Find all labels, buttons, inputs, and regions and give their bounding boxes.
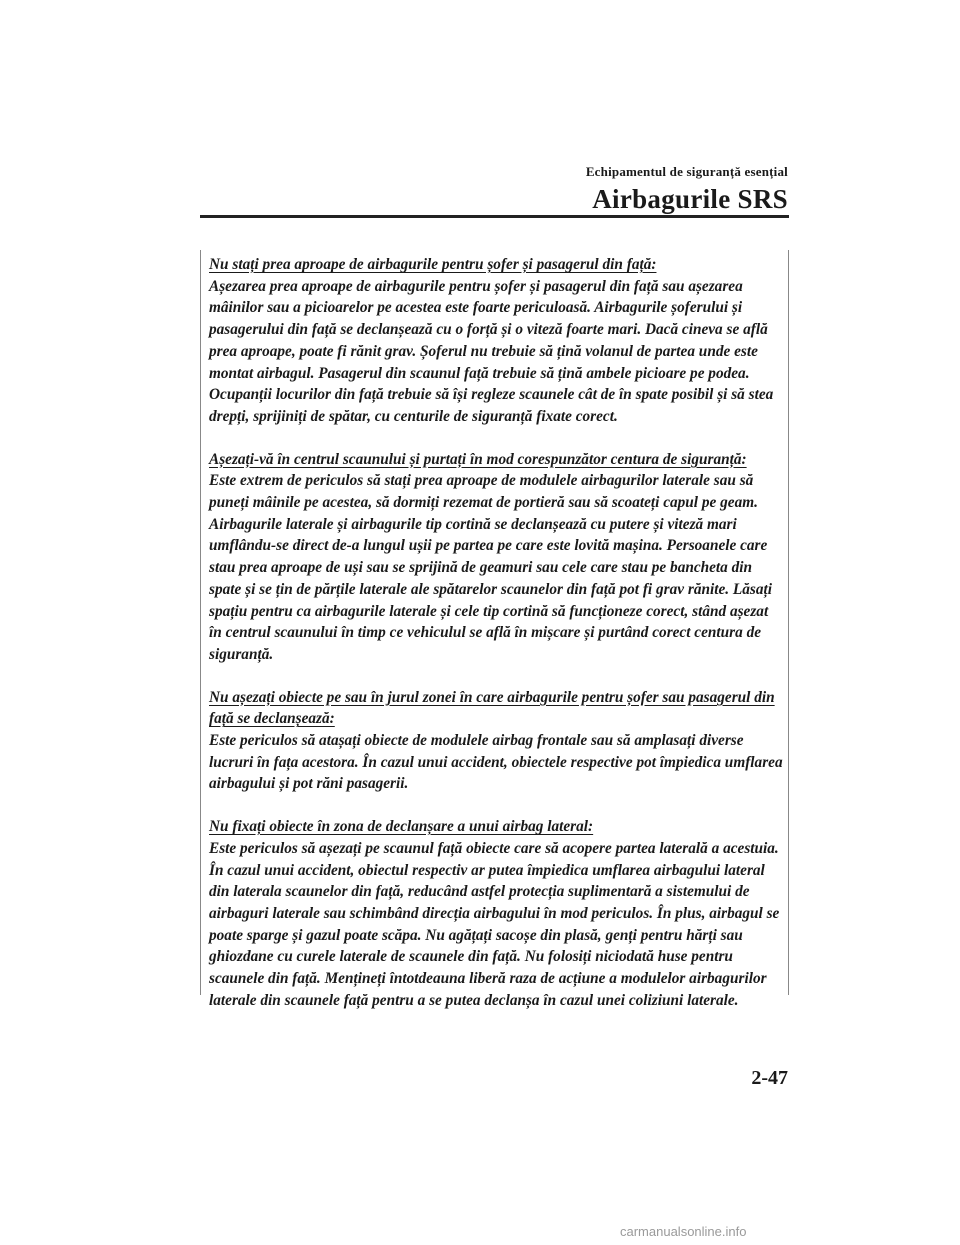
warning-section (209, 449, 783, 666)
header-rule (200, 215, 789, 218)
warning-heading: Așezați-vă în centrul scaunului și purtați în mod corespunzător centura de siguranță: (209, 450, 747, 468)
warning-body: Așezarea prea aproape de airbagurile pentru șofer și pasagerul din față sau așezarea mâinilor sau a picioarelor pe acestea este foarte periculoasă. Airbagurile șoferului și pasagerului din față se declanșează cu o forță și o viteză foarte mari. Dacă cineva se află prea aproape, poate fi rănit grav. Șoferul nu trebuie să țină volanul de partea unde este montat airbagul. Pasagerul din scaunul față trebuie să țină ambele picioare pe podea. Ocupanții locurilor din față trebuie să își regleze scaunele cât de în spate posibil și să stea drepți, sprijiniți de spătar, cu centurile de siguranță fixate corect. (209, 277, 774, 425)
warning-heading: Nu așezați obiecte pe sau în jurul zonei în care airbagurile pentru șofer sau pasagerul din față se declanșează: (209, 688, 775, 728)
right-margin-line (788, 250, 789, 995)
warning-content (209, 254, 783, 1033)
section-title: Airbagurile SRS (592, 184, 788, 214)
watermark-text: carmanualsonline.info (620, 1224, 747, 1239)
warning-section (209, 816, 783, 1011)
left-margin-line (200, 250, 201, 995)
warning-heading: Nu fixați obiecte în zona de declanșare a unui airbag lateral: (209, 818, 594, 836)
warning-body: Este extrem de periculos să stați prea aproape de modulele airbagurilor laterale sau să puneți mâinile pe acestea, să dormiți rezemat de portieră sau să scoateți capul pe geam. Airbagurile laterale și airbagurile tip cortină se declanșează cu putere și viteză mari umflându-se direct de-a lungul ușii pe partea pe care este lovită mașina. Persoanele care stau prea aproape de uși sau se sprijină de geamuri sau cele care stau pe bancheta din spate și se țin de părțile laterale ale spătarelor scaunelor din față pot fi grav rănite. Lăsați spațiu pentru ca airbagurile laterale și cele tip cortină să funcționeze corect, stând așezat în centrul scaunului în timp ce vehiculul se află în mișcare și purtând corect centura de siguranță. (209, 472, 773, 663)
warning-body: Este periculos să atașați obiecte de modulele airbag frontale sau să amplasați diverse lucruri în fața acestora. În cazul unui accident, obiectele respective pot împiedica umflarea airbagului și pot răni pasagerii. (209, 732, 783, 793)
warning-heading: Nu stați prea aproape de airbagurile pentru șofer și pasagerul din față: (209, 256, 657, 273)
warning-section (209, 254, 783, 428)
page-number: 2-47 (751, 1067, 788, 1089)
chapter-title: Echipamentul de siguranță esențial (585, 164, 788, 179)
warning-section (209, 687, 783, 796)
warning-body: Este periculos să așezați pe scaunul față obiecte care să acopere partea laterală a acestuia. În cazul unui accident, obiectul respectiv ar putea împiedica umflarea airbagului lateral din laterala scaunelor din față, reducând astfel protecția suplimentară a sistemului de airbaguri laterale sau schimbând direcția airbagului în mod periculos. În plus, airbagul se poate sparge și gazul poate scăpa. Nu agățați sacoșe din plasă, genți pentru hărți sau ghiozdane cu curele laterale de scaunele din față. Nu folosiți niciodată huse pentru scaunele din față. Mențineți întotdeauna liberă raza de acțiune a modulelor airbagurilor laterale din scaunele față pentru a se putea declanșa în cazul unei coliziuni laterale. (209, 839, 780, 1009)
